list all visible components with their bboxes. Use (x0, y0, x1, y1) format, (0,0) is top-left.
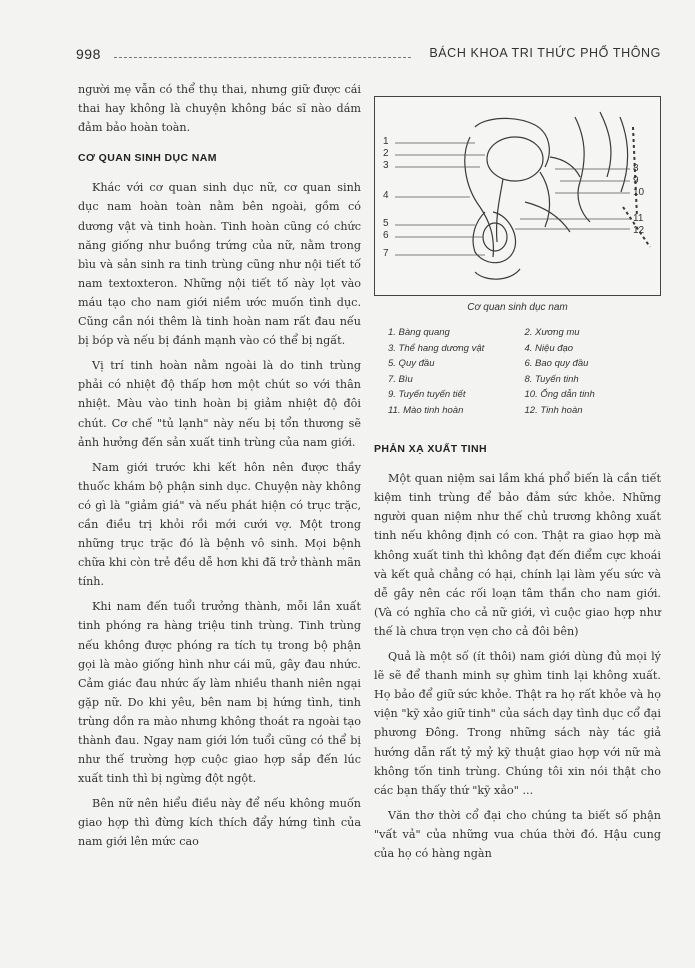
left-column (78, 80, 361, 852)
paragraph: Nam giới trước khi kết hôn nên được thầy thuốc khám bộ phận sinh dục. Chuyện này không có gì là "giảm giá" và nếu phát hiện có trục trặc, cần điều trị khỏi rồi mới cưới vợ. Một trong những trục trặc đó là bệnh vô sinh. Mọi bệnh chữa khi còn trẻ đều dễ hơn khi đã trở thành mãn tính. (78, 460, 361, 589)
callout-11: 11 (633, 213, 644, 224)
paragraph: Vị trí tinh hoàn nằm ngoài là do tinh trùng phải có nhiệt độ thấp hơn một chút so với thân nhiệt. Màu vào tinh hoàn bị giảm nhiệt độ đôi chút. Cơ chế "tủ lạnh" này nếu bị tổn thương sẽ ảnh hưởng đến sản xuất tinh trùng của nam giới. (78, 359, 361, 449)
figure-caption: Cơ quan sinh dục nam (467, 302, 568, 313)
callout-6: 6 (383, 230, 389, 241)
section-heading-male-organs: CƠ QUAN SINH DỤC NAM (78, 152, 217, 165)
figure-legend (388, 325, 661, 418)
anatomy-figure (374, 96, 661, 296)
page-number: 998 (76, 46, 101, 62)
callout-2: 2 (383, 148, 389, 159)
page-header (76, 46, 661, 66)
paragraph: Khi nam đến tuổi trưởng thành, mỗi lần xuất tinh phóng ra hàng triệu tinh trùng. Tinh trùng nếu không được phóng ra tích tụ trong bộ phận gọi là mào giống hình như cái mũ, gây đau nhức. Cảm giác đau nhức ấy làm nhiều thanh niên ngại gặp nữ. Do khi yêu, bên nam bị hứng tình, tinh trùng dồn ra mào nhưng không thoát ra ngoài tạo thành đau. Ngay nam giới lớn tuổi cũng có thể bị như thế trường hợp cuộc giao hợp sắp đến lúc xuất tinh thì bị ngừng đột ngột. (78, 600, 361, 786)
legend-item: 4. Niệu đạo (524, 342, 574, 354)
paragraph: Văn thơ thời cổ đại cho chúng ta biết số phận "vất vả" của những vua chúa thời đó. Hậu cung của họ có hàng ngàn (374, 808, 661, 860)
legend-item: 2. Xương mu (524, 327, 580, 339)
paragraph: Một quan niệm sai lầm khá phổ biến là cần tiết kiệm tinh trùng để bảo đảm sức khỏe. Những người quan niệm như thế chủ trương không xuất tinh nếu không định có con. Thật ra giao hợp mà không xuất tinh thì không đạt đến điểm cực khoái và kết quả chẳng có hại, chính lại làm yếu sức và dễ gây nên các rối loạn tâm thần cho nam giới. (Và có nghĩa cho cả nữ giới, vì cuộc giao hợp như thế là chưa trọn vẹn cho cả đôi bên) (374, 472, 661, 638)
callout-4: 4 (383, 190, 389, 201)
paragraph-intro: người mẹ vẫn có thể thụ thai, nhưng giữ được cái thai hay không là chuyện không bác sĩ nào dám đảm bảo hoàn toàn. (78, 83, 361, 135)
callout-7: 7 (383, 248, 389, 259)
legend-row (388, 387, 661, 403)
callout-9: 9 (633, 175, 639, 186)
anatomy-illustration (375, 97, 662, 297)
legend-row (388, 356, 661, 372)
callout-10: 10 (633, 187, 645, 198)
callout-3: 3 (383, 160, 389, 171)
legend-item: 1. Bàng quang (388, 327, 450, 339)
legend-item: 9. Tuyến tuyến tiết (388, 389, 466, 401)
legend-item: 3. Thể hang dương vật (388, 342, 485, 354)
legend-item: 10. Ống dẫn tinh (524, 389, 595, 401)
callout-5: 5 (383, 218, 389, 229)
callout-8: 8 (633, 163, 639, 174)
legend-item: 6. Bao quy đầu (524, 358, 589, 370)
legend-row (388, 372, 661, 388)
paragraph: Bên nữ nên hiểu điều này để nếu không muốn giao hợp thì đừng kích thích đẩy hứng tình của nam giới lên mức cao (78, 797, 361, 849)
legend-row (388, 403, 661, 419)
section-heading-ejaculation-reflex: PHẢN XẠ XUẤT TINH (374, 443, 487, 456)
figure-callouts-left (383, 136, 389, 260)
legend-row (388, 325, 661, 341)
legend-item: 11. Mào tinh hoàn (388, 404, 464, 416)
right-column (374, 96, 661, 863)
callout-12: 12 (633, 225, 645, 236)
paragraph: Khác với cơ quan sinh dục nữ, cơ quan sinh dục nam hoàn toàn nằm bên ngoài, gồm có dương vật và tinh hoàn. Tinh hoàn cũng có chức năng giống như buồng trứng của nữ, nằm trong bìu và sản sinh ra tinh trùng cũng như nội tiết tố nam textoxteron. Những nội tiết tố này lọt vào máu tạo cho nam giới niềm ước muốn tình dục. Cũng cần nói thêm là tinh hoàn nam rất đau nếu bị bóp và nếu bị đánh mạnh vào có thể bị ngất. (78, 181, 361, 348)
legend-item: 7. Bìu (388, 373, 413, 385)
legend-item: 12. Tinh hoàn (524, 404, 583, 416)
legend-item: 8. Tuyến tinh (524, 373, 579, 385)
running-title: BÁCH KHOA TRI THỨC PHỔ THÔNG (429, 46, 661, 60)
figure-callouts-right (633, 163, 644, 237)
paragraph: Quả là một số (ít thôi) nam giới dùng đủ mọi lý lẽ sẽ để thanh minh sự ghìm tinh lại không xuất. Họ bảo để giữ sức khỏe. Thật ra họ rất khỏe và họ viện "kỹ xảo giữ tinh" của sách dạy tình dục cổ đại phương Đông. Trong những sách này tác giả hướng dẫn rất tỷ mỷ kỹ thuật giao hợp với nữ mà không tốn tinh trùng. Chúng tôi xin nói thật cho các bạn thấy thứ "kỹ xảo" ... (374, 650, 661, 797)
legend-item: 5. Quy đầu (388, 358, 435, 370)
callout-1: 1 (383, 136, 389, 147)
legend-row (388, 341, 661, 357)
header-rule (114, 57, 411, 58)
